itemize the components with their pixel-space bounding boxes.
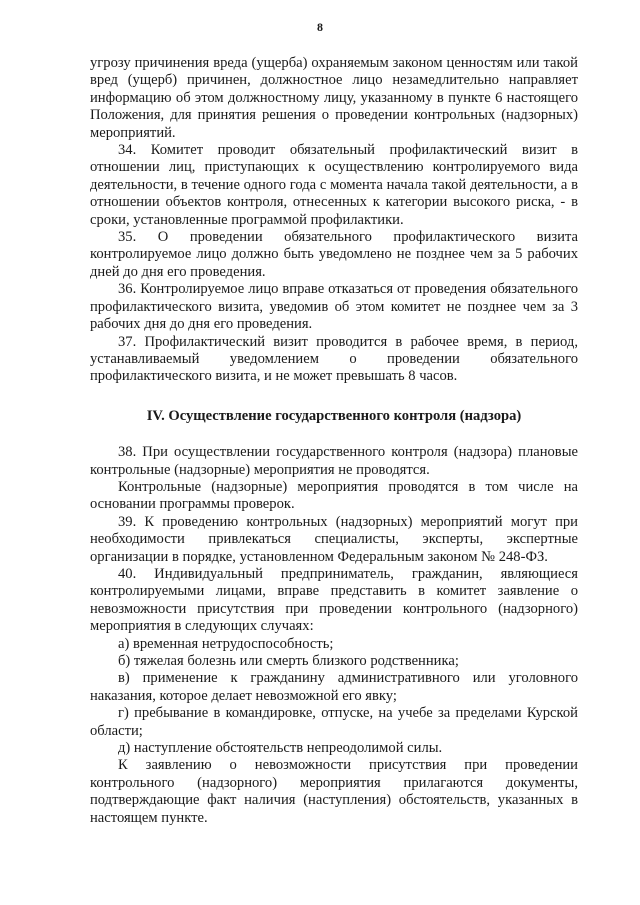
- list-item-e: д) наступление обстоятельств непреодолимой силы.: [118, 740, 443, 757]
- list-item-c: в) применение к гражданину административного или уголовного наказания, которое делает невозможной его явку;: [90, 670, 578, 704]
- paragraph-40: 40. Индивидуальный предприниматель, гражданин, являющиеся контролируемыми лицами, вправе представить в комитет заявление о невозможности присутствия при проведении контрольного (надзорного) мероприятия в следующих случаях:: [90, 565, 578, 635]
- paragraph-35: 35. О проведении обязательного профилактического визита контролируемое лицо должно быть уведомлено не позднее чем за 5 рабочих дней до дня его проведения.: [90, 229, 578, 280]
- paragraph-continuation: угрозу причинения вреда (ущерба) охраняемым законом ценностям или такой вред (ущерб) причинен, должностное лицо незамедлительно направляет информацию об этом должностному лицу, указанному в пункте 6 настоящего Положения, для принятия решения о проведении контрольных (надзорных) мероприятий.: [90, 55, 578, 141]
- paragraph-39: 39. К проведению контрольных (надзорных) мероприятий могут при необходимости привлекаться специалисты, эксперты, экспертные организации в порядке, установленном Федеральным законом № 248-ФЗ.: [90, 513, 578, 565]
- list-item-b: б) тяжелая болезнь или смерть близкого родственника;: [118, 653, 459, 669]
- paragraph-38-continued: Контрольные (надзорные) мероприятия проводятся в том числе на основании программы проверок.: [90, 478, 578, 513]
- list-item-a: а) временная нетрудоспособность;: [118, 635, 334, 652]
- closing-paragraph: К заявлению о невозможности присутствия при проведении контрольного (надзорного) мероприятия прилагаются документы, подтверждающие факт наличия (наступления) обстоятельств, указанных в настоящем пункте.: [90, 757, 578, 826]
- paragraph-37: 37. Профилактический визит проводится в рабочее время, в период, устанавливаемый уведомлением о проведении обязательного профилактического визита, и не может превышать 8 часов.: [90, 333, 578, 385]
- page-number: 8: [317, 20, 323, 34]
- paragraph-34: 34. Комитет проводит обязательный профилактический визит в отношении лиц, приступающих к осуществлению контролируемого вида деятельности, в течение одного года с момента начала такой деятельности, а в отношении объектов контроля, отнесенных к категории высокого риска, - в сроки, установленные программой профилактики.: [90, 142, 578, 228]
- document-body: [90, 55, 578, 827]
- paragraph-36: 36. Контролируемое лицо вправе отказаться от проведения обязательного профилактического визита, уведомив об этом комитет не позднее чем за 3 рабочих дня до дня его проведения.: [90, 281, 578, 333]
- paragraph-38: 38. При осуществлении государственного контроля (надзора) плановые контрольные (надзорные) мероприятия не проводятся.: [90, 444, 578, 478]
- section-heading: IV. Осуществление государственного контроля (надзора): [146, 407, 522, 424]
- list-item-d: г) пребывание в командировке, отпуске, на учебе за пределами Курской области;: [90, 705, 578, 739]
